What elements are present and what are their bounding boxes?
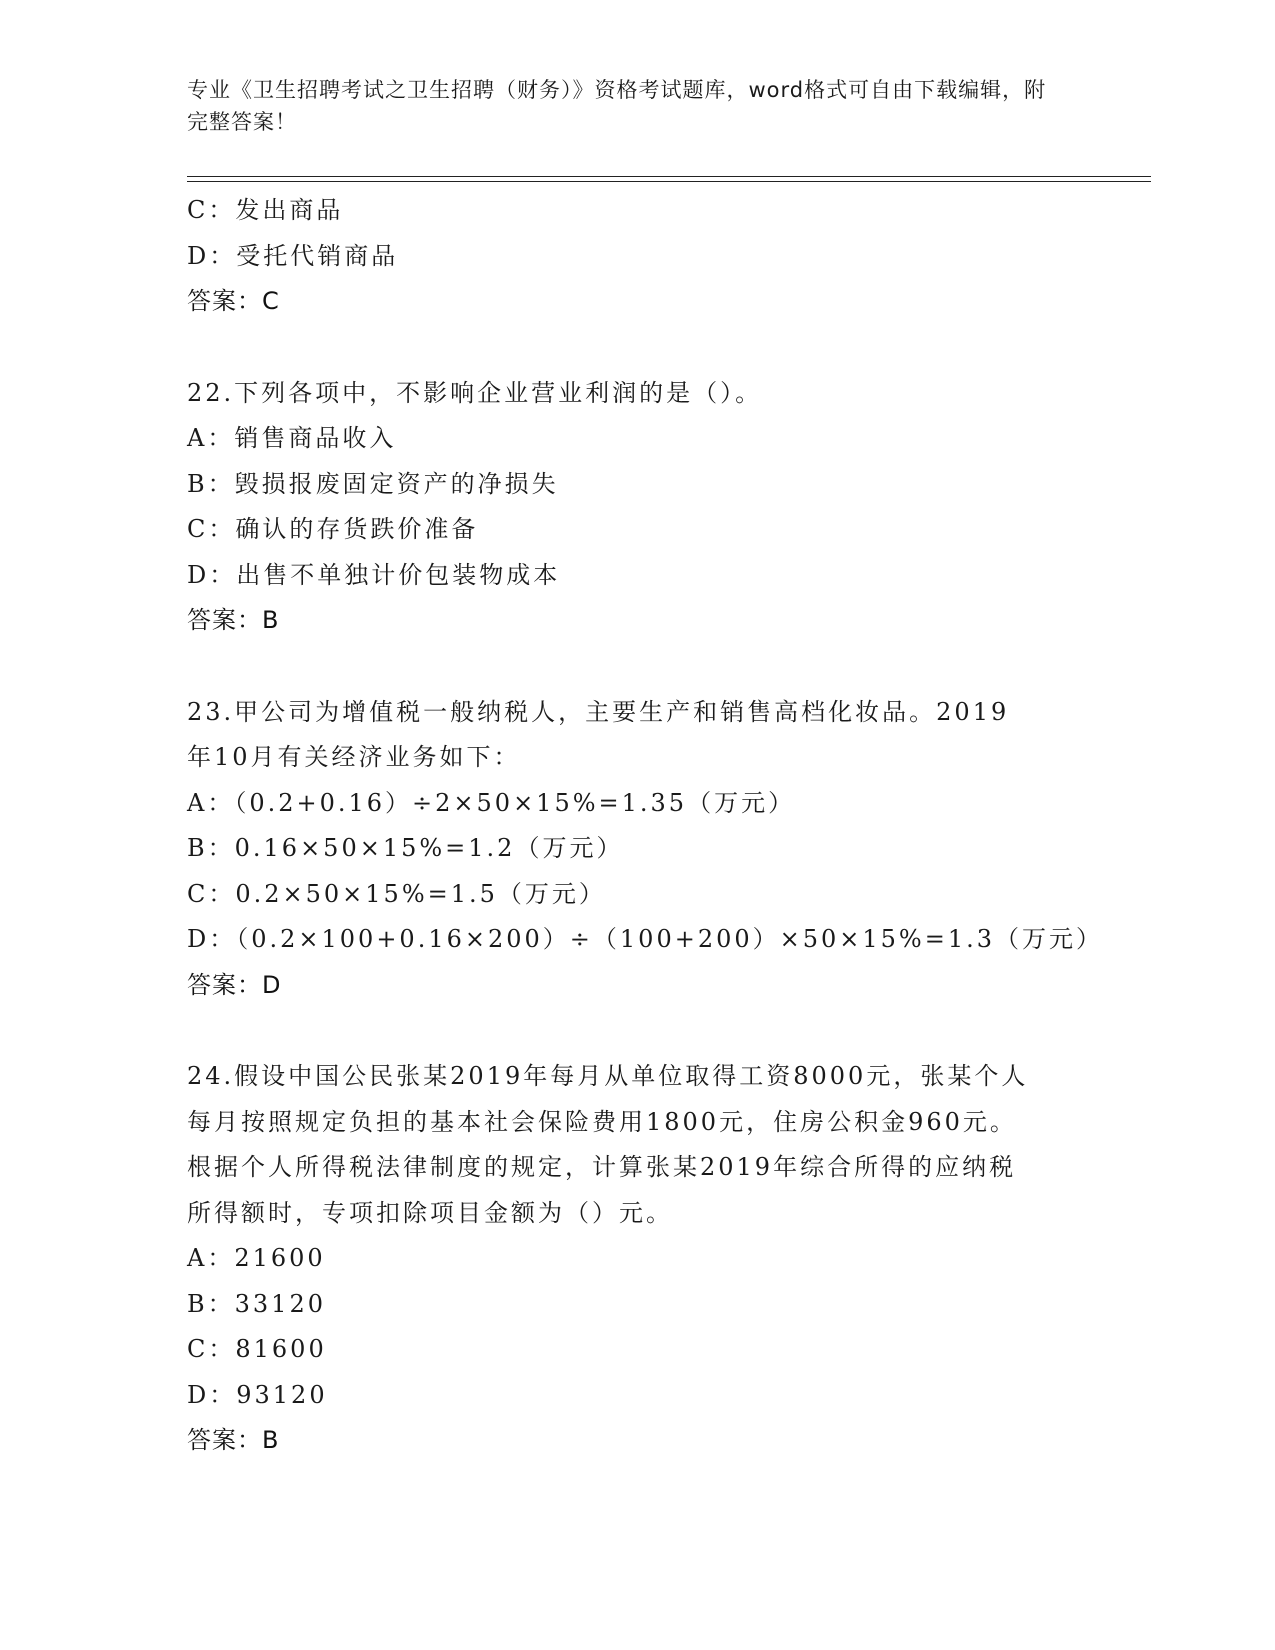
header-text: 专业《卫生招聘考试之卫生招聘（财务）》资格考试题库，word格式可自由下载编辑，附完整答案！	[187, 78, 1047, 134]
question-text: 22.下列各项中，不影响企业营业利润的是（）。	[187, 378, 763, 407]
answer-line: 答案：D	[187, 970, 282, 999]
answer-line: 答案：B	[187, 1426, 280, 1454]
question-text-line-3: 根据个人所得税法律制度的规定，计算张某2019年综合所得的应纳税	[187, 1153, 1017, 1181]
option-b: B：0.16×50×15%=1.2（万元）	[187, 834, 624, 862]
question-text-line-1: 24.假设中国公民张某2019年每月从单位取得工资8000元，张某个人	[187, 1062, 1029, 1090]
option-c: C：发出商品	[187, 196, 344, 224]
question-text-line-4: 所得额时，专项扣除项目金额为（）元。	[187, 1198, 673, 1227]
answer-line: 答案：C	[187, 287, 280, 315]
option-c: C：81600	[187, 1335, 327, 1363]
question-23-block	[187, 690, 1104, 1009]
option-b: B：毁损报废固定资产的净损失	[187, 469, 559, 498]
option-d: D：（0.2×100+0.16×200）÷（100+200）×50×15%=1.3（万元）	[187, 925, 1104, 953]
question-24-block	[187, 1054, 1087, 1464]
spacer	[187, 325, 1087, 371]
option-c: C：确认的存货跌价准备	[187, 515, 479, 543]
question-text-line-2: 每月按照规定负担的基本社会保险费用1800元，住房公积金960元。	[187, 1107, 1017, 1136]
option-b: B：33120	[187, 1289, 326, 1318]
spacer	[187, 644, 1087, 690]
option-a: A：销售商品收入	[187, 424, 397, 452]
option-d: D：93120	[187, 1380, 328, 1409]
option-c: C：0.2×50×15%=1.5（万元）	[187, 879, 606, 908]
document-header	[187, 74, 1067, 138]
option-a: A：21600	[187, 1244, 326, 1272]
option-a: A：（0.2+0.16）÷2×50×15%=1.35（万元）	[187, 788, 796, 817]
question-text-line-1: 23.甲公司为增值税一般纳税人，主要生产和销售高档化妆品。2019	[187, 697, 1010, 726]
header-rule-bottom	[187, 181, 1151, 182]
prev-question-block	[187, 188, 1087, 325]
document-body	[187, 188, 1104, 1464]
option-d: D：出售不单独计价包装物成本	[187, 560, 561, 589]
answer-line: 答案：B	[187, 606, 280, 634]
option-d: D：受托代销商品	[187, 241, 399, 270]
question-text-line-2: 年10月有关经济业务如下：	[187, 743, 521, 771]
header-rule-top	[187, 176, 1151, 177]
question-22-block	[187, 371, 1087, 644]
spacer	[187, 1008, 1087, 1054]
